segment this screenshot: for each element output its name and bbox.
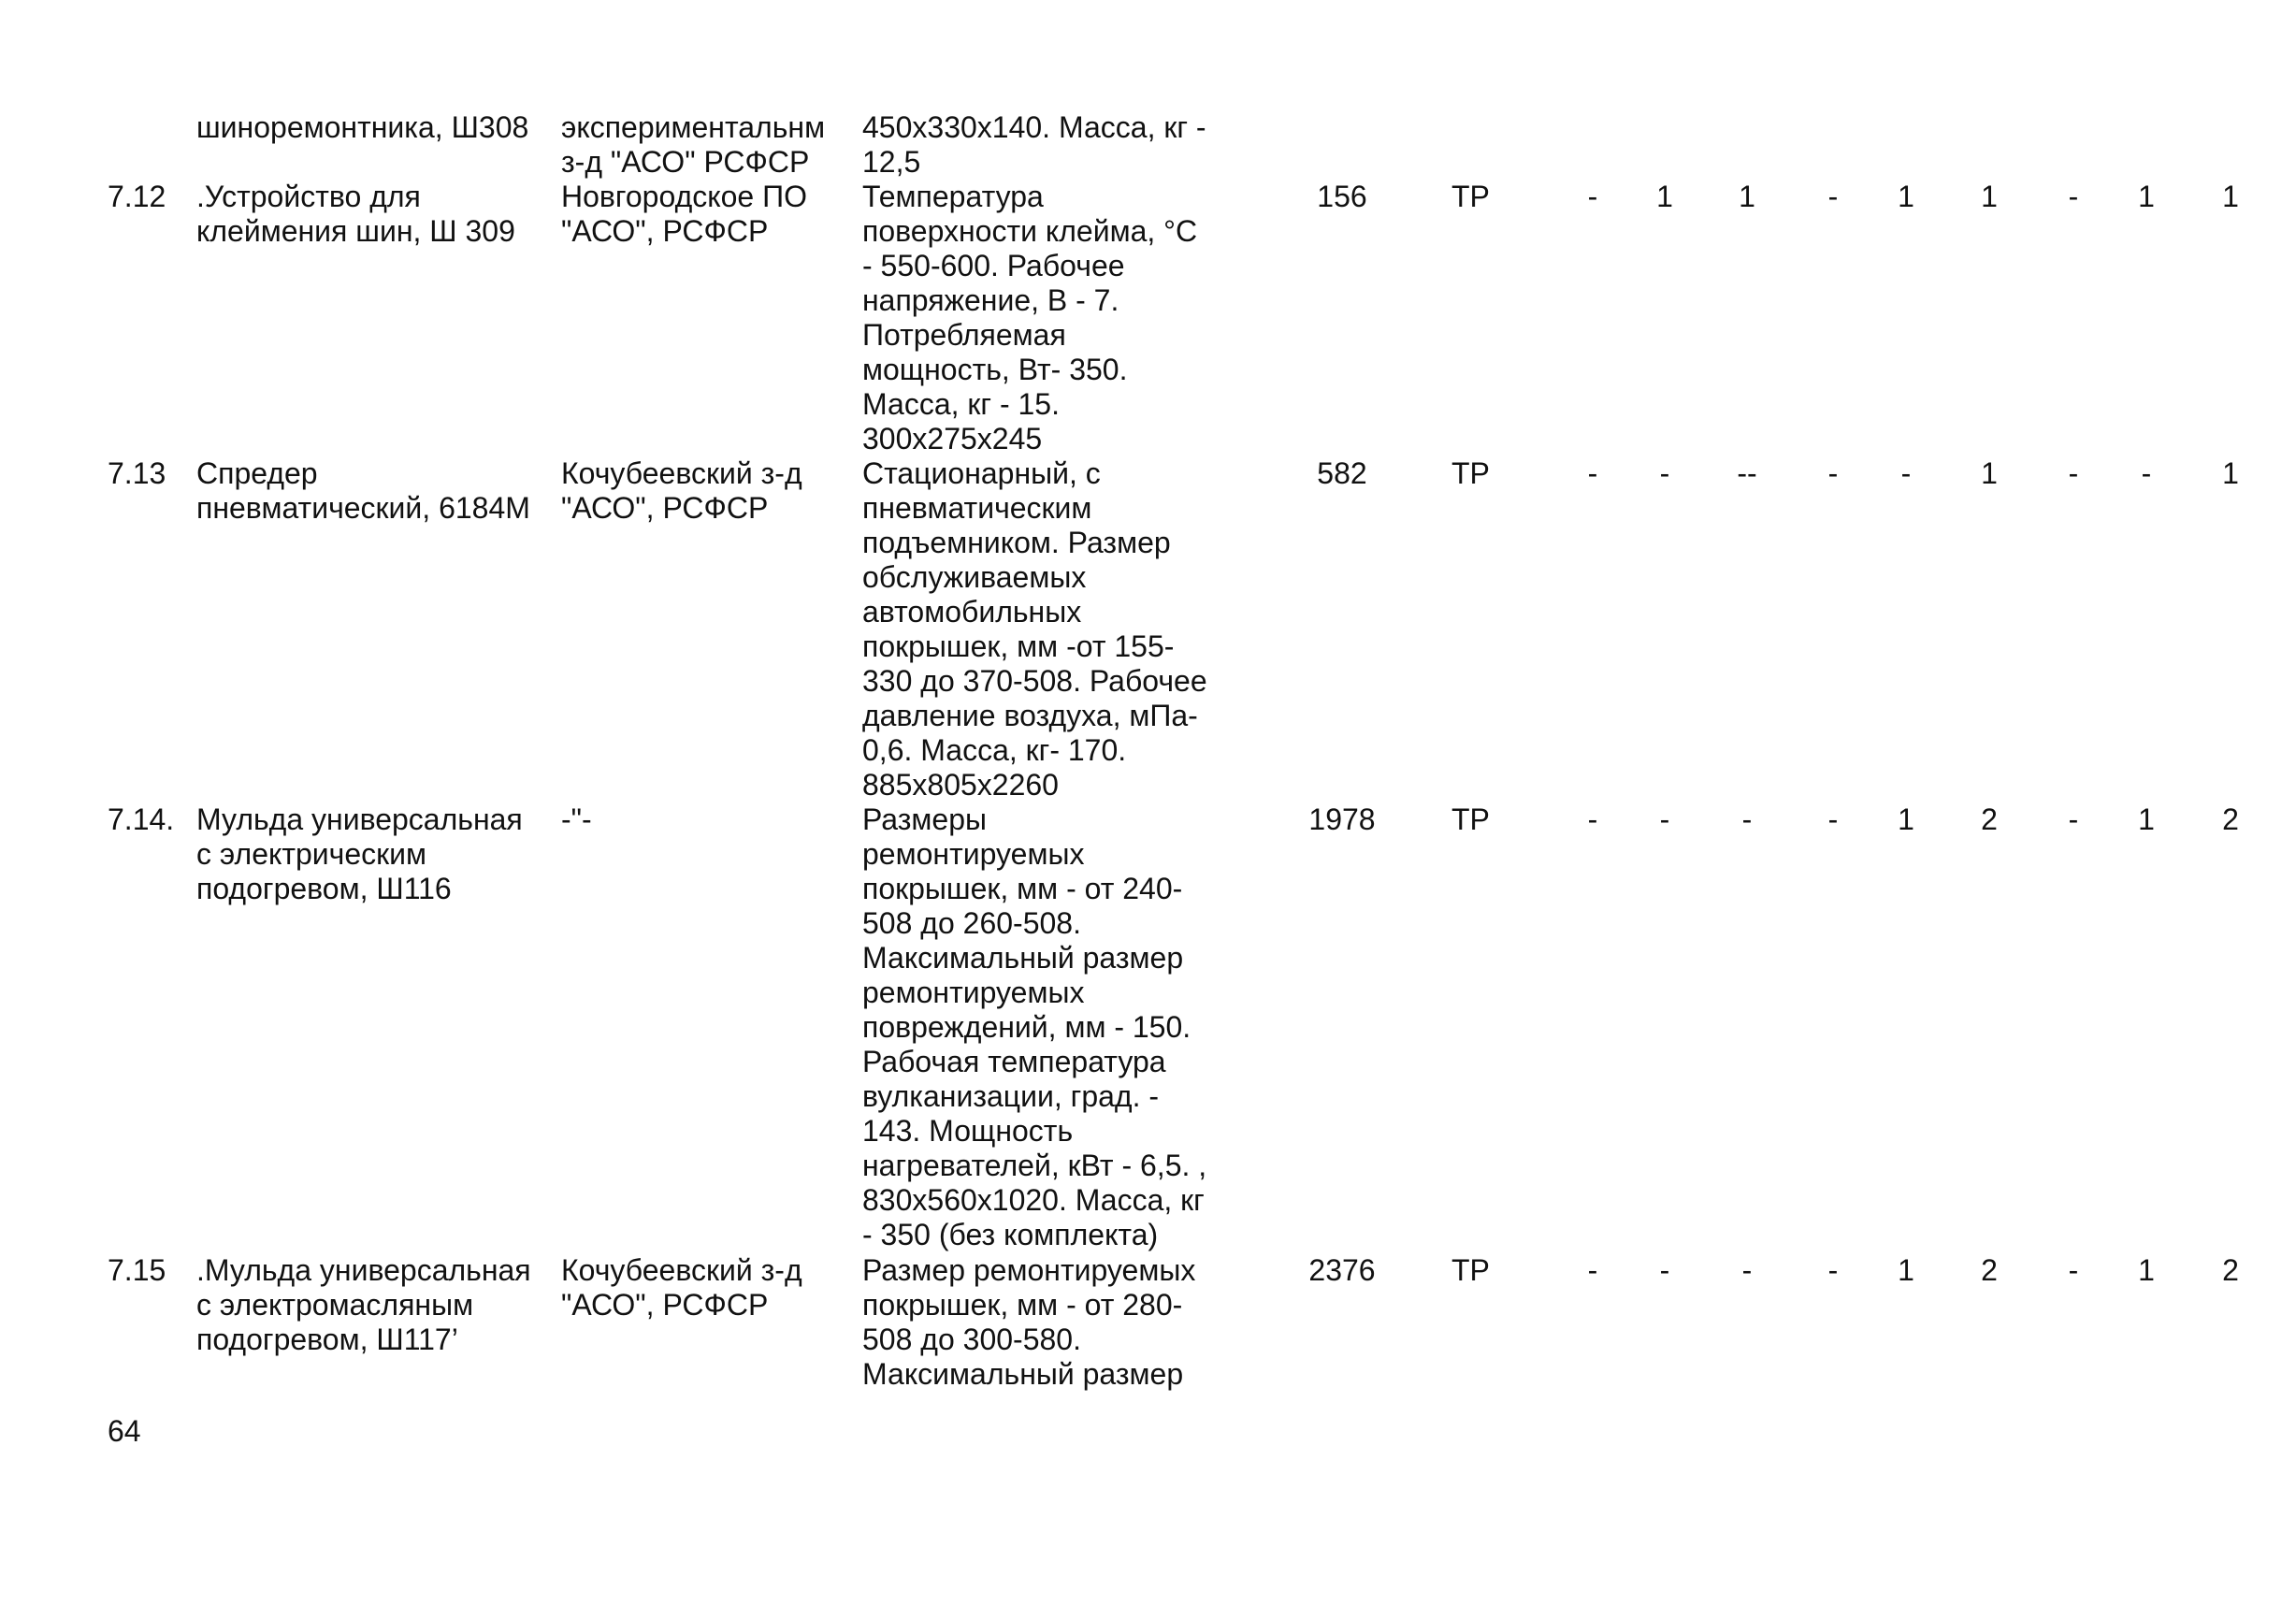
repair-type: ТР: [1451, 180, 1490, 213]
cell-line: мощность, Вт- 350.: [862, 353, 1128, 386]
cell-line: экспериментальнм: [561, 110, 826, 144]
page-number: 64: [108, 1414, 141, 1448]
manufacturer: [561, 1253, 860, 1323]
equipment-name: [196, 456, 552, 526]
price: 1978: [1308, 802, 1376, 836]
quantity-cell: 2: [2222, 1253, 2239, 1287]
repair-type: ТР: [1451, 456, 1490, 490]
equipment-name: [196, 802, 552, 906]
quantity-cell: 1: [1981, 456, 1998, 490]
repair-type: ТР: [1451, 1253, 1490, 1287]
quantity-cell: -: [2141, 456, 2152, 490]
cell-line: Размеры: [862, 802, 987, 836]
quantity-cell: -: [2068, 1253, 2079, 1287]
cell-line: Температура: [862, 180, 1044, 213]
cell-line: подогревом, Ш117’: [196, 1323, 458, 1356]
cell-line: .Устройство для: [196, 180, 421, 213]
quantity-cell: -: [2068, 456, 2079, 490]
cell-line: 12,5: [862, 145, 921, 179]
item-number: 7.13: [108, 456, 166, 490]
quantity-cell: -: [1659, 1253, 1670, 1287]
cell-line: Спредер: [196, 456, 318, 490]
cell-line: с электрическим: [196, 837, 427, 871]
quantity-cell: -: [1659, 802, 1670, 836]
quantity-cell: -: [1900, 456, 1912, 490]
cell-line: Потребляемая: [862, 318, 1066, 352]
cell-line: 300x275x245: [862, 422, 1043, 455]
quantity-cell: -: [1587, 456, 1598, 490]
cell-line: .Мульда универсальная: [196, 1253, 531, 1287]
item-number: 7.12: [108, 180, 166, 213]
quantity-cell: -: [1587, 1253, 1598, 1287]
cell-line: Кочубеевский з-д: [561, 456, 802, 490]
specifications: [862, 456, 1236, 802]
cell-line: покрышек, мм - от 240-: [862, 872, 1183, 905]
cell-line: "АСО", РСФСР: [561, 1288, 769, 1322]
cell-line: нагревателей, кВт - 6,5. ,: [862, 1149, 1207, 1182]
cell-line: 450x330x140. Масса, кг -: [862, 110, 1206, 144]
specifications: [862, 180, 1236, 456]
cell-line: поверхности клейма, °С: [862, 214, 1198, 248]
quantity-cell: 1: [1898, 802, 1914, 836]
cell-line: подогревом, Ш116: [196, 872, 452, 905]
quantity-cell: 1: [2138, 1253, 2155, 1287]
cell-line: Максимальный размер: [862, 1357, 1184, 1391]
cell-line: 508 до 300-580.: [862, 1323, 1081, 1356]
cell-line: 143. Мощность: [862, 1114, 1074, 1148]
equipment-name: [196, 180, 552, 249]
quantity-cell: -: [1587, 180, 1598, 213]
item-number: 7.14.: [108, 802, 175, 836]
cell-line: шиноремонтника, Ш308: [196, 110, 529, 144]
cell-line: - 550-600. Рабочее: [862, 249, 1125, 282]
quantity-cell: 1: [2138, 180, 2155, 213]
cell-line: покрышек, мм -от 155-: [862, 629, 1175, 663]
quantity-cell: -: [1741, 1253, 1753, 1287]
quantity-cell: -: [1827, 802, 1839, 836]
cell-line: 0,6. Масса, кг- 170.: [862, 733, 1127, 767]
cell-line: 508 до 260-508.: [862, 906, 1081, 940]
price: 582: [1317, 456, 1367, 490]
quantity-cell: -: [2068, 802, 2079, 836]
manufacturer: [561, 802, 860, 837]
cell-line: давление воздуха, мПа-: [862, 699, 1198, 732]
cell-line: з-д "АСО" РСФСР: [561, 145, 810, 179]
cell-line: повреждений, мм - 150.: [862, 1010, 1191, 1044]
equipment-name: [196, 110, 552, 145]
manufacturer: [561, 110, 860, 180]
quantity-cell: 2: [1981, 802, 1998, 836]
equipment-name: [196, 1253, 552, 1357]
cell-line: 830x560x1020. Масса, кг: [862, 1183, 1205, 1217]
quantity-cell: 2: [1981, 1253, 1998, 1287]
cell-line: Рабочая температура: [862, 1045, 1166, 1078]
quantity-cell: 2: [2222, 802, 2239, 836]
specifications: [862, 802, 1236, 1252]
cell-line: Новгородское ПО: [561, 180, 807, 213]
quantity-cell: 1: [2222, 180, 2239, 213]
cell-line: Максимальный размер: [862, 941, 1184, 975]
cell-line: 885x805x2260: [862, 768, 1059, 802]
cell-line: "АСО", РСФСР: [561, 491, 769, 525]
quantity-cell: 1: [1898, 180, 1914, 213]
manufacturer: [561, 180, 860, 249]
cell-line: покрышек, мм - от 280-: [862, 1288, 1183, 1322]
quantity-cell: 1: [1656, 180, 1673, 213]
cell-line: Мульда универсальная: [196, 802, 523, 836]
cell-line: 330 до 370-508. Рабочее: [862, 664, 1207, 698]
quantity-cell: -: [1741, 802, 1753, 836]
specifications: [862, 1253, 1236, 1392]
quantity-cell: 1: [1739, 180, 1755, 213]
cell-line: с электромасляным: [196, 1288, 474, 1322]
specifications: [862, 110, 1236, 180]
price: 156: [1317, 180, 1367, 213]
quantity-cell: -: [1827, 1253, 1839, 1287]
quantity-cell: -: [1827, 456, 1839, 490]
cell-line: ремонтируемых: [862, 976, 1085, 1009]
quantity-cell: -: [1659, 456, 1670, 490]
quantity-cell: 1: [1981, 180, 1998, 213]
cell-line: вулканизации, град. -: [862, 1079, 1160, 1113]
cell-line: ремонтируемых: [862, 837, 1085, 871]
cell-line: пневматический, 6184М: [196, 491, 530, 525]
quantity-cell: -: [1827, 180, 1839, 213]
cell-line: клеймения шин, Ш 309: [196, 214, 515, 248]
quantity-cell: -: [1587, 802, 1598, 836]
price: 2376: [1308, 1253, 1376, 1287]
cell-line: Размер ремонтируемых: [862, 1253, 1196, 1287]
repair-type: ТР: [1451, 802, 1490, 836]
cell-line: автомобильных: [862, 595, 1082, 629]
cell-line: "АСО", РСФСР: [561, 214, 769, 248]
cell-line: Кочубеевский з-д: [561, 1253, 802, 1287]
quantity-cell: 1: [1898, 1253, 1914, 1287]
quantity-cell: 1: [2222, 456, 2239, 490]
item-number: 7.15: [108, 1253, 166, 1287]
quantity-cell: -: [2068, 180, 2079, 213]
cell-line: подъемником. Размер: [862, 526, 1171, 559]
cell-line: напряжение, В - 7.: [862, 283, 1119, 317]
cell-line: - 350 (без комплекта): [862, 1218, 1159, 1251]
cell-line: пневматическим: [862, 491, 1092, 525]
manufacturer: [561, 456, 860, 526]
quantity-cell: 1: [2138, 802, 2155, 836]
quantity-cell: --: [1737, 456, 1757, 490]
cell-line: Стационарный, с: [862, 456, 1101, 490]
cell-line: -"-: [561, 802, 592, 836]
cell-line: обслуживаемых: [862, 560, 1087, 594]
cell-line: Масса, кг - 15.: [862, 387, 1060, 421]
